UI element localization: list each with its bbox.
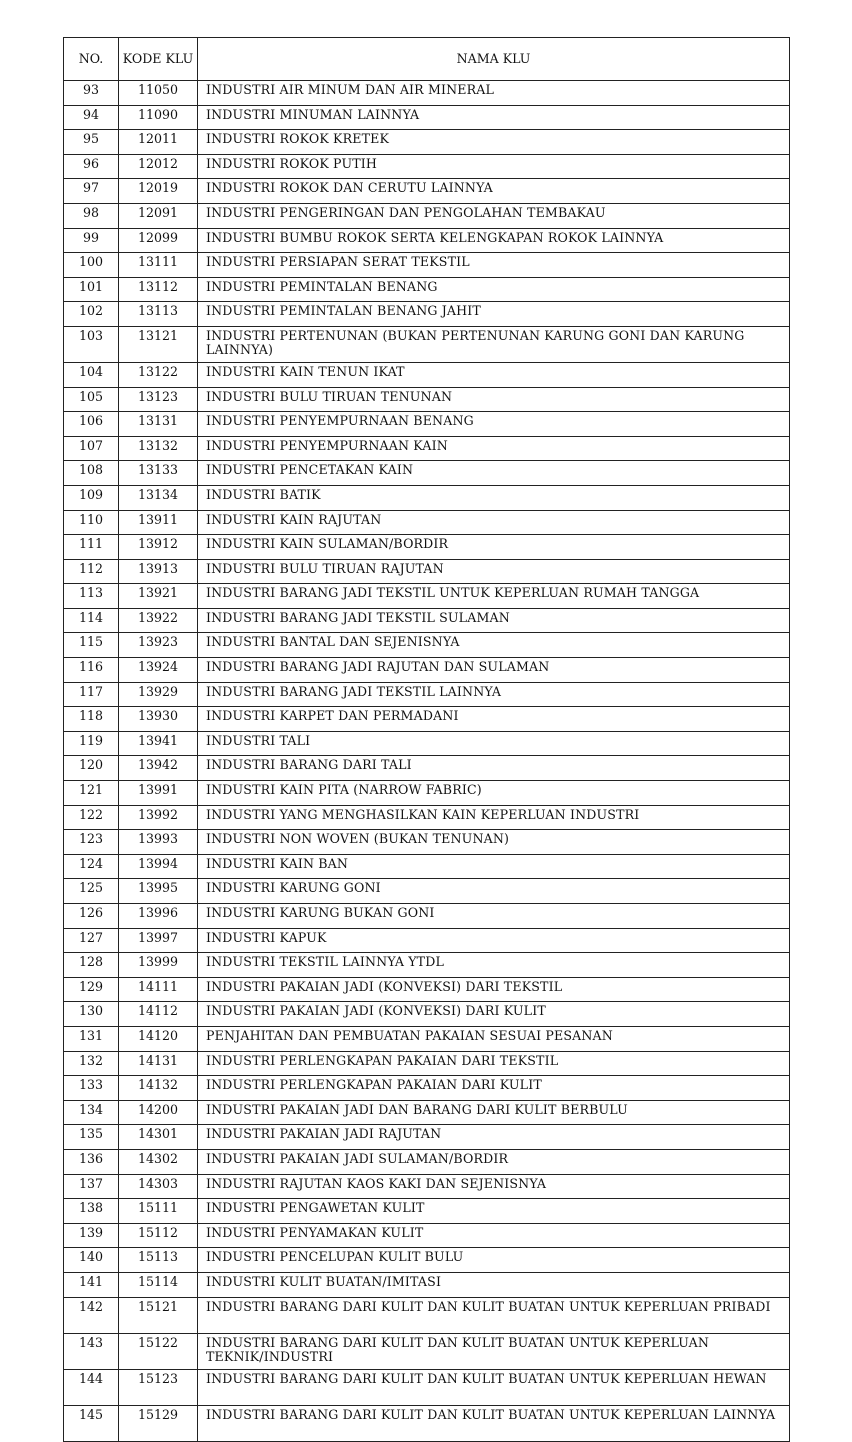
kode-klu-cell: 13997 [119, 928, 198, 953]
table-row [64, 584, 790, 609]
row-number-cell: 132 [64, 1051, 119, 1076]
table-row [64, 1199, 790, 1224]
kode-klu-cell: 13995 [119, 879, 198, 904]
row-number-cell: 99 [64, 228, 119, 253]
row-number-cell: 143 [64, 1333, 119, 1369]
kode-klu-cell: 13991 [119, 781, 198, 806]
table-row [64, 1174, 790, 1199]
row-number-cell: 141 [64, 1272, 119, 1297]
nama-klu-cell: INDUSTRI PERTENUNAN (BUKAN PERTENUNAN KARUNG GONI DAN KARUNG LAINNYA) [198, 326, 790, 362]
nama-klu-cell: INDUSTRI BARANG DARI KULIT DAN KULIT BUATAN UNTUK KEPERLUAN LAINNYA [198, 1405, 790, 1441]
header-kode-klu: KODE KLU [119, 38, 198, 81]
nama-klu-cell: INDUSTRI PENYEMPURNAAN KAIN [198, 436, 790, 461]
kode-klu-cell: 13133 [119, 461, 198, 486]
nama-klu-cell: INDUSTRI BARANG JADI RAJUTAN DAN SULAMAN [198, 658, 790, 683]
kode-klu-cell: 13923 [119, 633, 198, 658]
nama-klu-cell: INDUSTRI KAIN BAN [198, 854, 790, 879]
kode-klu-cell: 13912 [119, 535, 198, 560]
kode-klu-cell: 13113 [119, 302, 198, 327]
nama-klu-cell: INDUSTRI MINUMAN LAINNYA [198, 105, 790, 130]
nama-klu-cell: INDUSTRI BARANG JADI TEKSTIL LAINNYA [198, 682, 790, 707]
table-row [64, 904, 790, 929]
nama-klu-cell: INDUSTRI TEKSTIL LAINNYA YTDL [198, 953, 790, 978]
table-body [64, 81, 790, 1442]
nama-klu-cell: INDUSTRI PAKAIAN JADI (KONVEKSI) DARI KULIT [198, 1002, 790, 1027]
row-number-cell: 108 [64, 461, 119, 486]
kode-klu-cell: 15129 [119, 1405, 198, 1441]
row-number-cell: 93 [64, 81, 119, 106]
nama-klu-cell: INDUSTRI PENGAWETAN KULIT [198, 1199, 790, 1224]
nama-klu-cell: INDUSTRI PEMINTALAN BENANG JAHIT [198, 302, 790, 327]
kode-klu-cell: 13992 [119, 805, 198, 830]
kode-klu-cell: 12091 [119, 203, 198, 228]
kode-klu-cell: 13941 [119, 731, 198, 756]
nama-klu-cell: INDUSTRI PERLENGKAPAN PAKAIAN DARI KULIT [198, 1076, 790, 1101]
kode-klu-cell: 13922 [119, 608, 198, 633]
nama-klu-cell: INDUSTRI KAPUK [198, 928, 790, 953]
kode-klu-cell: 14111 [119, 977, 198, 1002]
kode-klu-cell: 13994 [119, 854, 198, 879]
row-number-cell: 128 [64, 953, 119, 978]
nama-klu-cell: INDUSTRI PAKAIAN JADI DAN BARANG DARI KULIT BERBULU [198, 1100, 790, 1125]
row-number-cell: 105 [64, 387, 119, 412]
row-number-cell: 117 [64, 682, 119, 707]
kode-klu-cell: 15114 [119, 1272, 198, 1297]
row-number-cell: 110 [64, 510, 119, 535]
nama-klu-cell: INDUSTRI PENGERINGAN DAN PENGOLAHAN TEMBAKAU [198, 203, 790, 228]
kode-klu-cell: 13942 [119, 756, 198, 781]
kode-klu-cell: 13930 [119, 707, 198, 732]
nama-klu-cell: INDUSTRI PERSIAPAN SERAT TEKSTIL [198, 253, 790, 278]
table-row [64, 130, 790, 155]
row-number-cell: 135 [64, 1125, 119, 1150]
row-number-cell: 111 [64, 535, 119, 560]
table-row [64, 81, 790, 106]
table-row [64, 1405, 790, 1441]
kode-klu-cell: 15112 [119, 1223, 198, 1248]
row-number-cell: 133 [64, 1076, 119, 1101]
row-number-cell: 136 [64, 1149, 119, 1174]
nama-klu-cell: INDUSTRI PEMINTALAN BENANG [198, 277, 790, 302]
kode-klu-cell: 13122 [119, 362, 198, 387]
row-number-cell: 113 [64, 584, 119, 609]
nama-klu-cell: INDUSTRI BARANG JADI TEKSTIL SULAMAN [198, 608, 790, 633]
nama-klu-cell: INDUSTRI KARPET DAN PERMADANI [198, 707, 790, 732]
nama-klu-cell: INDUSTRI BUMBU ROKOK SERTA KELENGKAPAN ROKOK LAINNYA [198, 228, 790, 253]
nama-klu-cell: INDUSTRI PENCELUPAN KULIT BULU [198, 1248, 790, 1273]
kode-klu-cell: 13921 [119, 584, 198, 609]
row-number-cell: 102 [64, 302, 119, 327]
nama-klu-cell: INDUSTRI KARUNG GONI [198, 879, 790, 904]
nama-klu-cell: INDUSTRI KAIN SULAMAN/BORDIR [198, 535, 790, 560]
kode-klu-cell: 13121 [119, 326, 198, 362]
kode-klu-cell: 13999 [119, 953, 198, 978]
nama-klu-cell: INDUSTRI KULIT BUATAN/IMITASI [198, 1272, 790, 1297]
table-row [64, 203, 790, 228]
nama-klu-cell: INDUSTRI ROKOK PUTIH [198, 154, 790, 179]
table-row [64, 1272, 790, 1297]
nama-klu-cell: INDUSTRI NON WOVEN (BUKAN TENUNAN) [198, 830, 790, 855]
table-row [64, 928, 790, 953]
nama-klu-cell: INDUSTRI PAKAIAN JADI (KONVEKSI) DARI TEKSTIL [198, 977, 790, 1002]
kode-klu-cell: 13924 [119, 658, 198, 683]
table-row [64, 1051, 790, 1076]
row-number-cell: 96 [64, 154, 119, 179]
kode-klu-cell: 13111 [119, 253, 198, 278]
row-number-cell: 125 [64, 879, 119, 904]
nama-klu-cell: INDUSTRI AIR MINUM DAN AIR MINERAL [198, 81, 790, 106]
document-page [63, 37, 789, 1442]
kode-klu-cell: 14302 [119, 1149, 198, 1174]
nama-klu-cell: INDUSTRI PAKAIAN JADI RAJUTAN [198, 1125, 790, 1150]
kode-klu-cell: 15121 [119, 1297, 198, 1333]
row-number-cell: 101 [64, 277, 119, 302]
nama-klu-cell: INDUSTRI PENYEMPURNAAN BENANG [198, 412, 790, 437]
row-number-cell: 115 [64, 633, 119, 658]
klu-table [63, 37, 790, 1442]
nama-klu-cell: INDUSTRI BATIK [198, 485, 790, 510]
row-number-cell: 145 [64, 1405, 119, 1441]
table-row [64, 412, 790, 437]
row-number-cell: 138 [64, 1199, 119, 1224]
nama-klu-cell: INDUSTRI ROKOK KRETEK [198, 130, 790, 155]
row-number-cell: 131 [64, 1026, 119, 1051]
nama-klu-cell: PENJAHITAN DAN PEMBUATAN PAKAIAN SESUAI PESANAN [198, 1026, 790, 1051]
kode-klu-cell: 13132 [119, 436, 198, 461]
row-number-cell: 120 [64, 756, 119, 781]
row-number-cell: 127 [64, 928, 119, 953]
nama-klu-cell: INDUSTRI KAIN RAJUTAN [198, 510, 790, 535]
row-number-cell: 129 [64, 977, 119, 1002]
nama-klu-cell: INDUSTRI BARANG JADI TEKSTIL UNTUK KEPERLUAN RUMAH TANGGA [198, 584, 790, 609]
row-number-cell: 106 [64, 412, 119, 437]
table-row [64, 756, 790, 781]
row-number-cell: 119 [64, 731, 119, 756]
table-row [64, 510, 790, 535]
row-number-cell: 121 [64, 781, 119, 806]
kode-klu-cell: 13929 [119, 682, 198, 707]
row-number-cell: 98 [64, 203, 119, 228]
nama-klu-cell: INDUSTRI YANG MENGHASILKAN KAIN KEPERLUAN INDUSTRI [198, 805, 790, 830]
table-row [64, 559, 790, 584]
kode-klu-cell: 14200 [119, 1100, 198, 1125]
table-row [64, 707, 790, 732]
table-row [64, 1149, 790, 1174]
kode-klu-cell: 14132 [119, 1076, 198, 1101]
row-number-cell: 144 [64, 1369, 119, 1405]
nama-klu-cell: INDUSTRI KAIN PITA (NARROW FABRIC) [198, 781, 790, 806]
table-row [64, 302, 790, 327]
table-row [64, 633, 790, 658]
row-number-cell: 123 [64, 830, 119, 855]
header-no: NO. [64, 38, 119, 81]
table-row [64, 682, 790, 707]
row-number-cell: 130 [64, 1002, 119, 1027]
table-row [64, 1223, 790, 1248]
row-number-cell: 116 [64, 658, 119, 683]
table-row [64, 105, 790, 130]
table-row [64, 1100, 790, 1125]
kode-klu-cell: 14303 [119, 1174, 198, 1199]
kode-klu-cell: 13911 [119, 510, 198, 535]
nama-klu-cell: INDUSTRI BARANG DARI TALI [198, 756, 790, 781]
header-nama-klu: NAMA KLU [198, 38, 790, 81]
table-row [64, 731, 790, 756]
kode-klu-cell: 13134 [119, 485, 198, 510]
table-row [64, 253, 790, 278]
table-row [64, 387, 790, 412]
row-number-cell: 126 [64, 904, 119, 929]
kode-klu-cell: 13996 [119, 904, 198, 929]
table-row [64, 326, 790, 362]
row-number-cell: 139 [64, 1223, 119, 1248]
kode-klu-cell: 12011 [119, 130, 198, 155]
table-header-row [64, 38, 790, 81]
table-row [64, 228, 790, 253]
nama-klu-cell: INDUSTRI BULU TIRUAN RAJUTAN [198, 559, 790, 584]
table-row [64, 485, 790, 510]
row-number-cell: 124 [64, 854, 119, 879]
kode-klu-cell: 13131 [119, 412, 198, 437]
kode-klu-cell: 11050 [119, 81, 198, 106]
row-number-cell: 100 [64, 253, 119, 278]
row-number-cell: 118 [64, 707, 119, 732]
nama-klu-cell: INDUSTRI PAKAIAN JADI SULAMAN/BORDIR [198, 1149, 790, 1174]
kode-klu-cell: 13913 [119, 559, 198, 584]
nama-klu-cell: INDUSTRI BANTAL DAN SEJENISNYA [198, 633, 790, 658]
kode-klu-cell: 15123 [119, 1369, 198, 1405]
kode-klu-cell: 12012 [119, 154, 198, 179]
row-number-cell: 134 [64, 1100, 119, 1125]
table-row [64, 1297, 790, 1333]
kode-klu-cell: 14301 [119, 1125, 198, 1150]
table-row [64, 608, 790, 633]
table-row [64, 805, 790, 830]
kode-klu-cell: 14131 [119, 1051, 198, 1076]
table-row [64, 658, 790, 683]
nama-klu-cell: INDUSTRI ROKOK DAN CERUTU LAINNYA [198, 179, 790, 204]
table-row [64, 436, 790, 461]
nama-klu-cell: INDUSTRI RAJUTAN KAOS KAKI DAN SEJENISNYA [198, 1174, 790, 1199]
kode-klu-cell: 13123 [119, 387, 198, 412]
row-number-cell: 103 [64, 326, 119, 362]
table-row [64, 1125, 790, 1150]
table-row [64, 1369, 790, 1405]
nama-klu-cell: INDUSTRI KARUNG BUKAN GONI [198, 904, 790, 929]
nama-klu-cell: INDUSTRI BARANG DARI KULIT DAN KULIT BUATAN UNTUK KEPERLUAN HEWAN [198, 1369, 790, 1405]
table-row [64, 879, 790, 904]
row-number-cell: 122 [64, 805, 119, 830]
row-number-cell: 140 [64, 1248, 119, 1273]
kode-klu-cell: 15111 [119, 1199, 198, 1224]
nama-klu-cell: INDUSTRI TALI [198, 731, 790, 756]
kode-klu-cell: 11090 [119, 105, 198, 130]
kode-klu-cell: 14112 [119, 1002, 198, 1027]
row-number-cell: 94 [64, 105, 119, 130]
nama-klu-cell: INDUSTRI BARANG DARI KULIT DAN KULIT BUATAN UNTUK KEPERLUAN PRIBADI [198, 1297, 790, 1333]
row-number-cell: 107 [64, 436, 119, 461]
nama-klu-cell: INDUSTRI BARANG DARI KULIT DAN KULIT BUATAN UNTUK KEPERLUAN TEKNIK/INDUSTRI [198, 1333, 790, 1369]
table-row [64, 277, 790, 302]
table-row [64, 461, 790, 486]
row-number-cell: 109 [64, 485, 119, 510]
table-row [64, 1026, 790, 1051]
nama-klu-cell: INDUSTRI BULU TIRUAN TENUNAN [198, 387, 790, 412]
nama-klu-cell: INDUSTRI PENCETAKAN KAIN [198, 461, 790, 486]
kode-klu-cell: 12099 [119, 228, 198, 253]
table-row [64, 854, 790, 879]
kode-klu-cell: 13993 [119, 830, 198, 855]
table-row [64, 179, 790, 204]
row-number-cell: 112 [64, 559, 119, 584]
kode-klu-cell: 12019 [119, 179, 198, 204]
nama-klu-cell: INDUSTRI PENYAMAKAN KULIT [198, 1223, 790, 1248]
table-row [64, 1002, 790, 1027]
table-row [64, 1248, 790, 1273]
row-number-cell: 114 [64, 608, 119, 633]
nama-klu-cell: INDUSTRI PERLENGKAPAN PAKAIAN DARI TEKSTIL [198, 1051, 790, 1076]
table-row [64, 977, 790, 1002]
table-row [64, 1076, 790, 1101]
row-number-cell: 142 [64, 1297, 119, 1333]
table-row [64, 830, 790, 855]
kode-klu-cell: 15122 [119, 1333, 198, 1369]
kode-klu-cell: 15113 [119, 1248, 198, 1273]
kode-klu-cell: 13112 [119, 277, 198, 302]
table-row [64, 154, 790, 179]
kode-klu-cell: 14120 [119, 1026, 198, 1051]
nama-klu-cell: INDUSTRI KAIN TENUN IKAT [198, 362, 790, 387]
row-number-cell: 97 [64, 179, 119, 204]
table-row [64, 362, 790, 387]
table-row [64, 1333, 790, 1369]
row-number-cell: 104 [64, 362, 119, 387]
table-row [64, 781, 790, 806]
table-row [64, 953, 790, 978]
row-number-cell: 95 [64, 130, 119, 155]
row-number-cell: 137 [64, 1174, 119, 1199]
table-row [64, 535, 790, 560]
